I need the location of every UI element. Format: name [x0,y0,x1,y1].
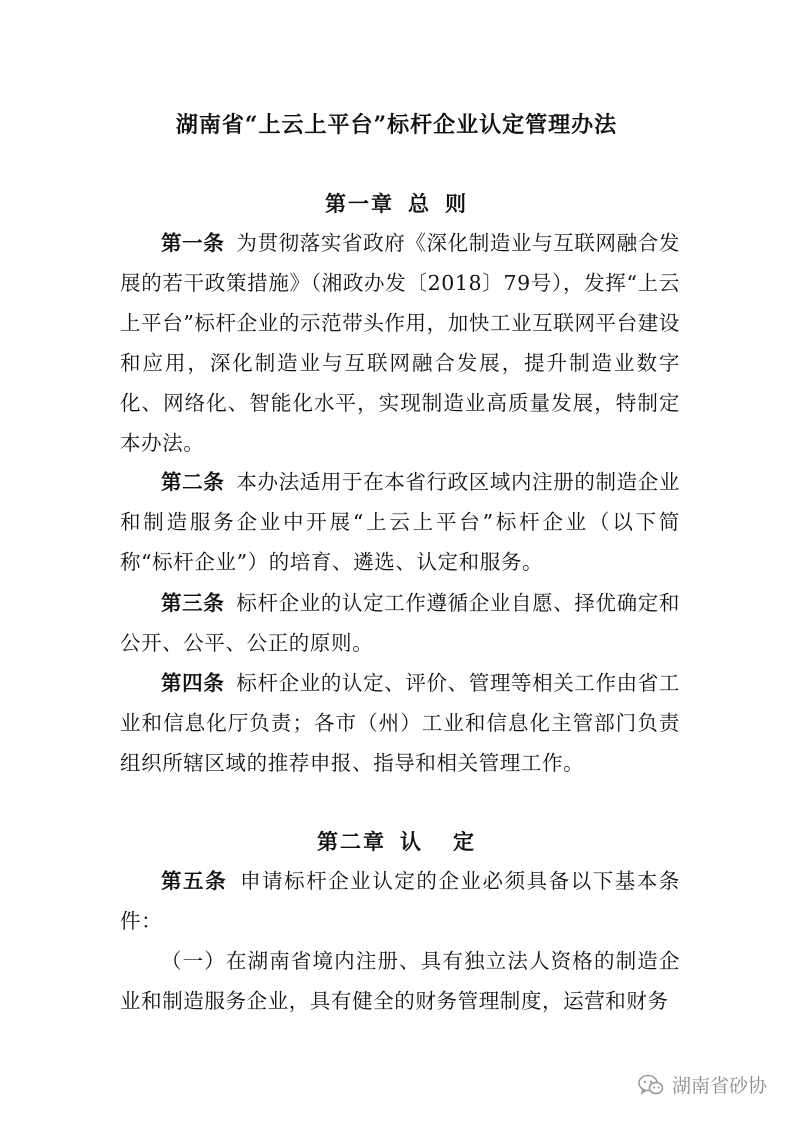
chapter-1-title-part2: 则 [445,191,468,216]
article-5-head: 第五条 [161,869,228,893]
chapter-2-title-part2: 定 [453,829,476,854]
chapter-2-label: 第二章 [317,829,386,854]
watermark-text: 湖南省砂协 [671,1075,767,1097]
article-2-text: 本办法适用于在本省行政区域内注册的制造企业和制造服务企业中开展“上云上平台”标杆企业（以下简称“标杆企业”）的培育、遴选、认定和服务。 [120,470,680,574]
article-5-text: 申请标杆企业认定的企业必须具备以下基本条件： [120,869,680,933]
document-title: 湖南省“上云上平台”标杆企业认定管理办法 [175,112,618,138]
chapter-2-heading [0,826,793,856]
article-3-text: 标杆企业的认定工作遵循企业自愿、择优确定和公开、公平、公正的原则。 [120,591,680,655]
chapter-1-label: 第一章 [325,191,394,216]
article-4 [120,663,680,783]
item-1 [120,941,680,1021]
article-4-text: 标杆企业的认定、评价、管理等相关工作由省工业和信息化厅负责；各市（州）工业和信息化主管部门负责组织所辖区域的推荐申报、指导和相关管理工作。 [120,671,680,775]
article-1 [120,223,680,463]
article-5 [120,861,680,941]
watermark [638,1071,767,1098]
article-3-head: 第三条 [161,591,225,615]
article-2-head: 第二条 [161,470,225,494]
chapter-1-title-part1: 总 [408,191,431,216]
chapter-1-heading [0,188,793,218]
article-1-text: 为贯彻落实省政府《深化制造业与互联网融合发展的若干政策措施》（湘政办发〔2018〕79号），发挥“上云上平台”标杆企业的示范带头作用，加快工业互联网平台建设和应用，深化制造业与互联网融合发展，提升制造业数字化、网络化、智能化水平，实现制造业高质量发展，特制定本办法。 [120,231,680,455]
item-1-text: （一）在湖南省境内注册、具有独立法人资格的制造企业和制造服务企业，具有健全的财务管理制度，运营和财务 [120,949,680,1013]
article-1-head: 第一条 [161,231,225,255]
article-2 [120,462,680,582]
article-4-head: 第四条 [161,671,225,695]
wechat-icon [638,1074,664,1096]
chapter-2-title-part1: 认 [400,829,423,854]
article-3 [120,583,680,663]
